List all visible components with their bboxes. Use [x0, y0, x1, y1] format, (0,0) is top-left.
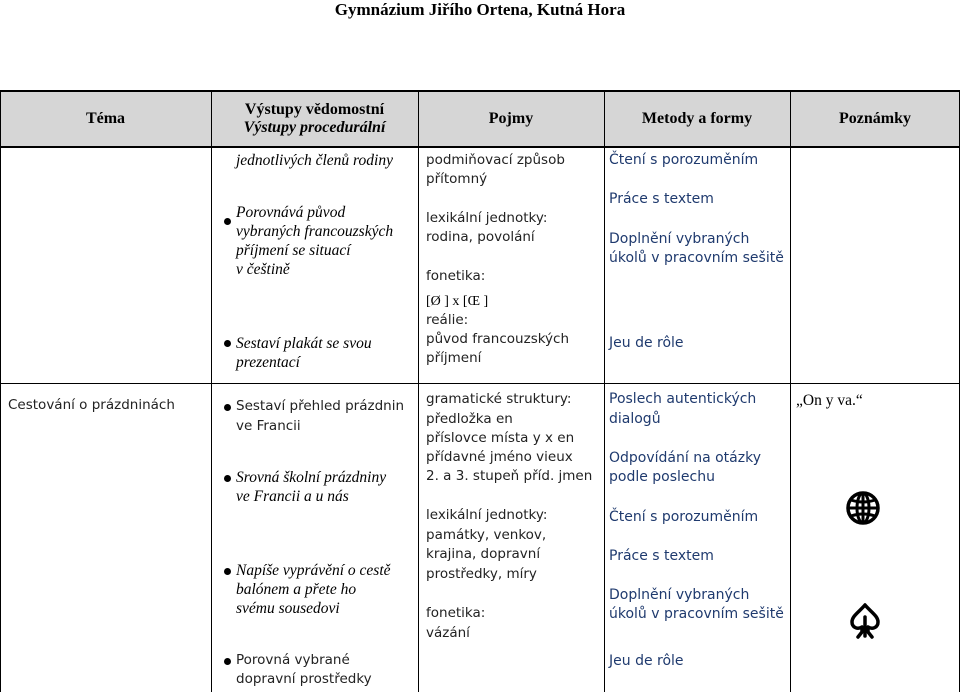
row2-concept-line2: předložka en — [426, 411, 513, 427]
row1-method-4: Jeu de rôle — [609, 335, 684, 351]
row2-concept-line5: 2. a 3. stupeň příd. jmen — [426, 468, 593, 484]
row2-note-quote: „On y va.“ — [796, 392, 863, 409]
row1-method-1: Čtení s porozuměním — [609, 152, 759, 168]
header-vystupy-line1: Výstupy vědomostní — [244, 101, 385, 118]
grid-line — [211, 90, 212, 692]
row2-concept-line8: krajina, dopravní — [426, 546, 541, 562]
row1-output-2-line2: prezentací — [236, 354, 300, 371]
row1-output-1-line2: vybraných francouzských — [236, 223, 394, 240]
bullet-icon — [224, 404, 231, 411]
header-tema-label: Téma — [85, 110, 126, 127]
row1-output-top: jednotlivých členů rodiny — [236, 152, 393, 169]
bullet-icon — [224, 658, 231, 665]
row2-concept-line3: příslovce místa y x en — [426, 430, 575, 446]
row1-concept-line8: původ francouzských — [426, 331, 570, 347]
header-vystupy-line2: Výstupy procedurální — [243, 119, 386, 136]
row1-concept-line2: přítomný — [426, 171, 488, 187]
header-vystupy — [211, 90, 418, 148]
row2-concept-line1: gramatické struktury: — [426, 391, 572, 407]
bullet-icon — [224, 475, 231, 482]
row2-method-5-line2: úkolů v pracovním sešitě — [609, 606, 784, 622]
row2-output-4-line2: dopravní prostředky — [236, 671, 372, 687]
row1-concept-line9: příjmení — [426, 350, 482, 366]
row2-method-3: Čtení s porozuměním — [609, 509, 759, 525]
row1-method-2: Práce s textem — [609, 191, 714, 207]
row1-output-1-line3: příjmení se situací — [236, 242, 351, 259]
row1-concept-line3: lexikální jednotky: — [426, 210, 548, 226]
row1-concept-line1: podmiňovací způsob — [426, 152, 565, 168]
row2-concept-line9: prostředky, míry — [426, 566, 537, 582]
row2-concept-line10: fonetika: — [426, 605, 486, 621]
row2-output-3-line1: Napíše vyprávění o cestě — [236, 562, 391, 579]
row2-output-2-line1: Srovná školní prázdniny — [236, 469, 387, 486]
bullet-icon — [224, 218, 231, 225]
row1-output-1-line1: Porovnává původ — [236, 204, 346, 221]
row2-method-1-line1: Poslech autentických — [609, 391, 757, 407]
row1-output-2-line1: Sestaví plakát se svou — [236, 335, 372, 352]
row2-concept-line4: přídavné jméno vieux — [426, 449, 573, 465]
row2-output-1-line1: Sestaví přehled prázdnin — [236, 398, 405, 414]
school-title: Gymnázium Jiřího Ortena, Kutná Hora — [334, 0, 626, 19]
bullet-icon — [224, 340, 231, 347]
header-metody — [604, 90, 790, 148]
row2-method-4: Práce s textem — [609, 548, 714, 564]
spade-icon — [849, 602, 881, 640]
globe-icon — [845, 490, 881, 526]
grid-line — [418, 90, 419, 692]
row2-output-3-line2: balónem a přete ho — [236, 581, 357, 598]
header-metody-label: Metody a formy — [641, 110, 753, 127]
row2-topic: Cestování o prázdninách — [8, 397, 175, 413]
row1-concept-line5: fonetika: — [426, 268, 486, 284]
row2-concept-line11: vázání — [426, 625, 470, 641]
row2-concept-line6: lexikální jednotky: — [426, 507, 548, 523]
bullet-icon — [224, 568, 231, 575]
row1-method-3-line2: úkolů v pracovním sešitě — [609, 250, 784, 266]
row1-output-1-line4: v češtině — [236, 261, 290, 278]
header-pojmy-label: Pojmy — [488, 110, 534, 127]
row2-method-6: Jeu de rôle — [609, 653, 684, 669]
header-poznamky-label: Poznámky — [839, 110, 911, 127]
row2-output-2-line2: ve Francii a u nás — [236, 488, 349, 505]
header-pojmy — [418, 90, 604, 148]
row2-method-2-line2: podle poslechu — [609, 469, 715, 485]
grid-line — [604, 90, 605, 692]
grid-line — [790, 90, 791, 692]
row2-output-4-line1: Porovná vybrané — [236, 652, 350, 668]
row1-concept-line7: reálie: — [426, 312, 469, 328]
header-poznamky — [790, 90, 960, 148]
row2-method-1-line2: dialogů — [609, 411, 661, 427]
row2-output-1-line2: ve Francii — [236, 418, 301, 434]
row2-concept-line7: památky, venkov, — [426, 527, 547, 543]
row2-method-2-line1: Odpovídání na otázky — [609, 450, 761, 466]
curriculum-table — [0, 90, 960, 692]
row1-concept-line4: rodina, povolání — [426, 229, 535, 245]
grid-line — [0, 90, 1, 692]
row2-method-5-line1: Doplnění vybraných — [609, 587, 750, 603]
row1-concept-line6: [Ø ] x [Œ ] — [426, 294, 489, 309]
row1-method-3-line1: Doplnění vybraných — [609, 231, 750, 247]
header-tema — [0, 90, 211, 148]
row-divider — [0, 383, 960, 384]
row2-output-3-line3: svému sousedovi — [236, 600, 340, 617]
